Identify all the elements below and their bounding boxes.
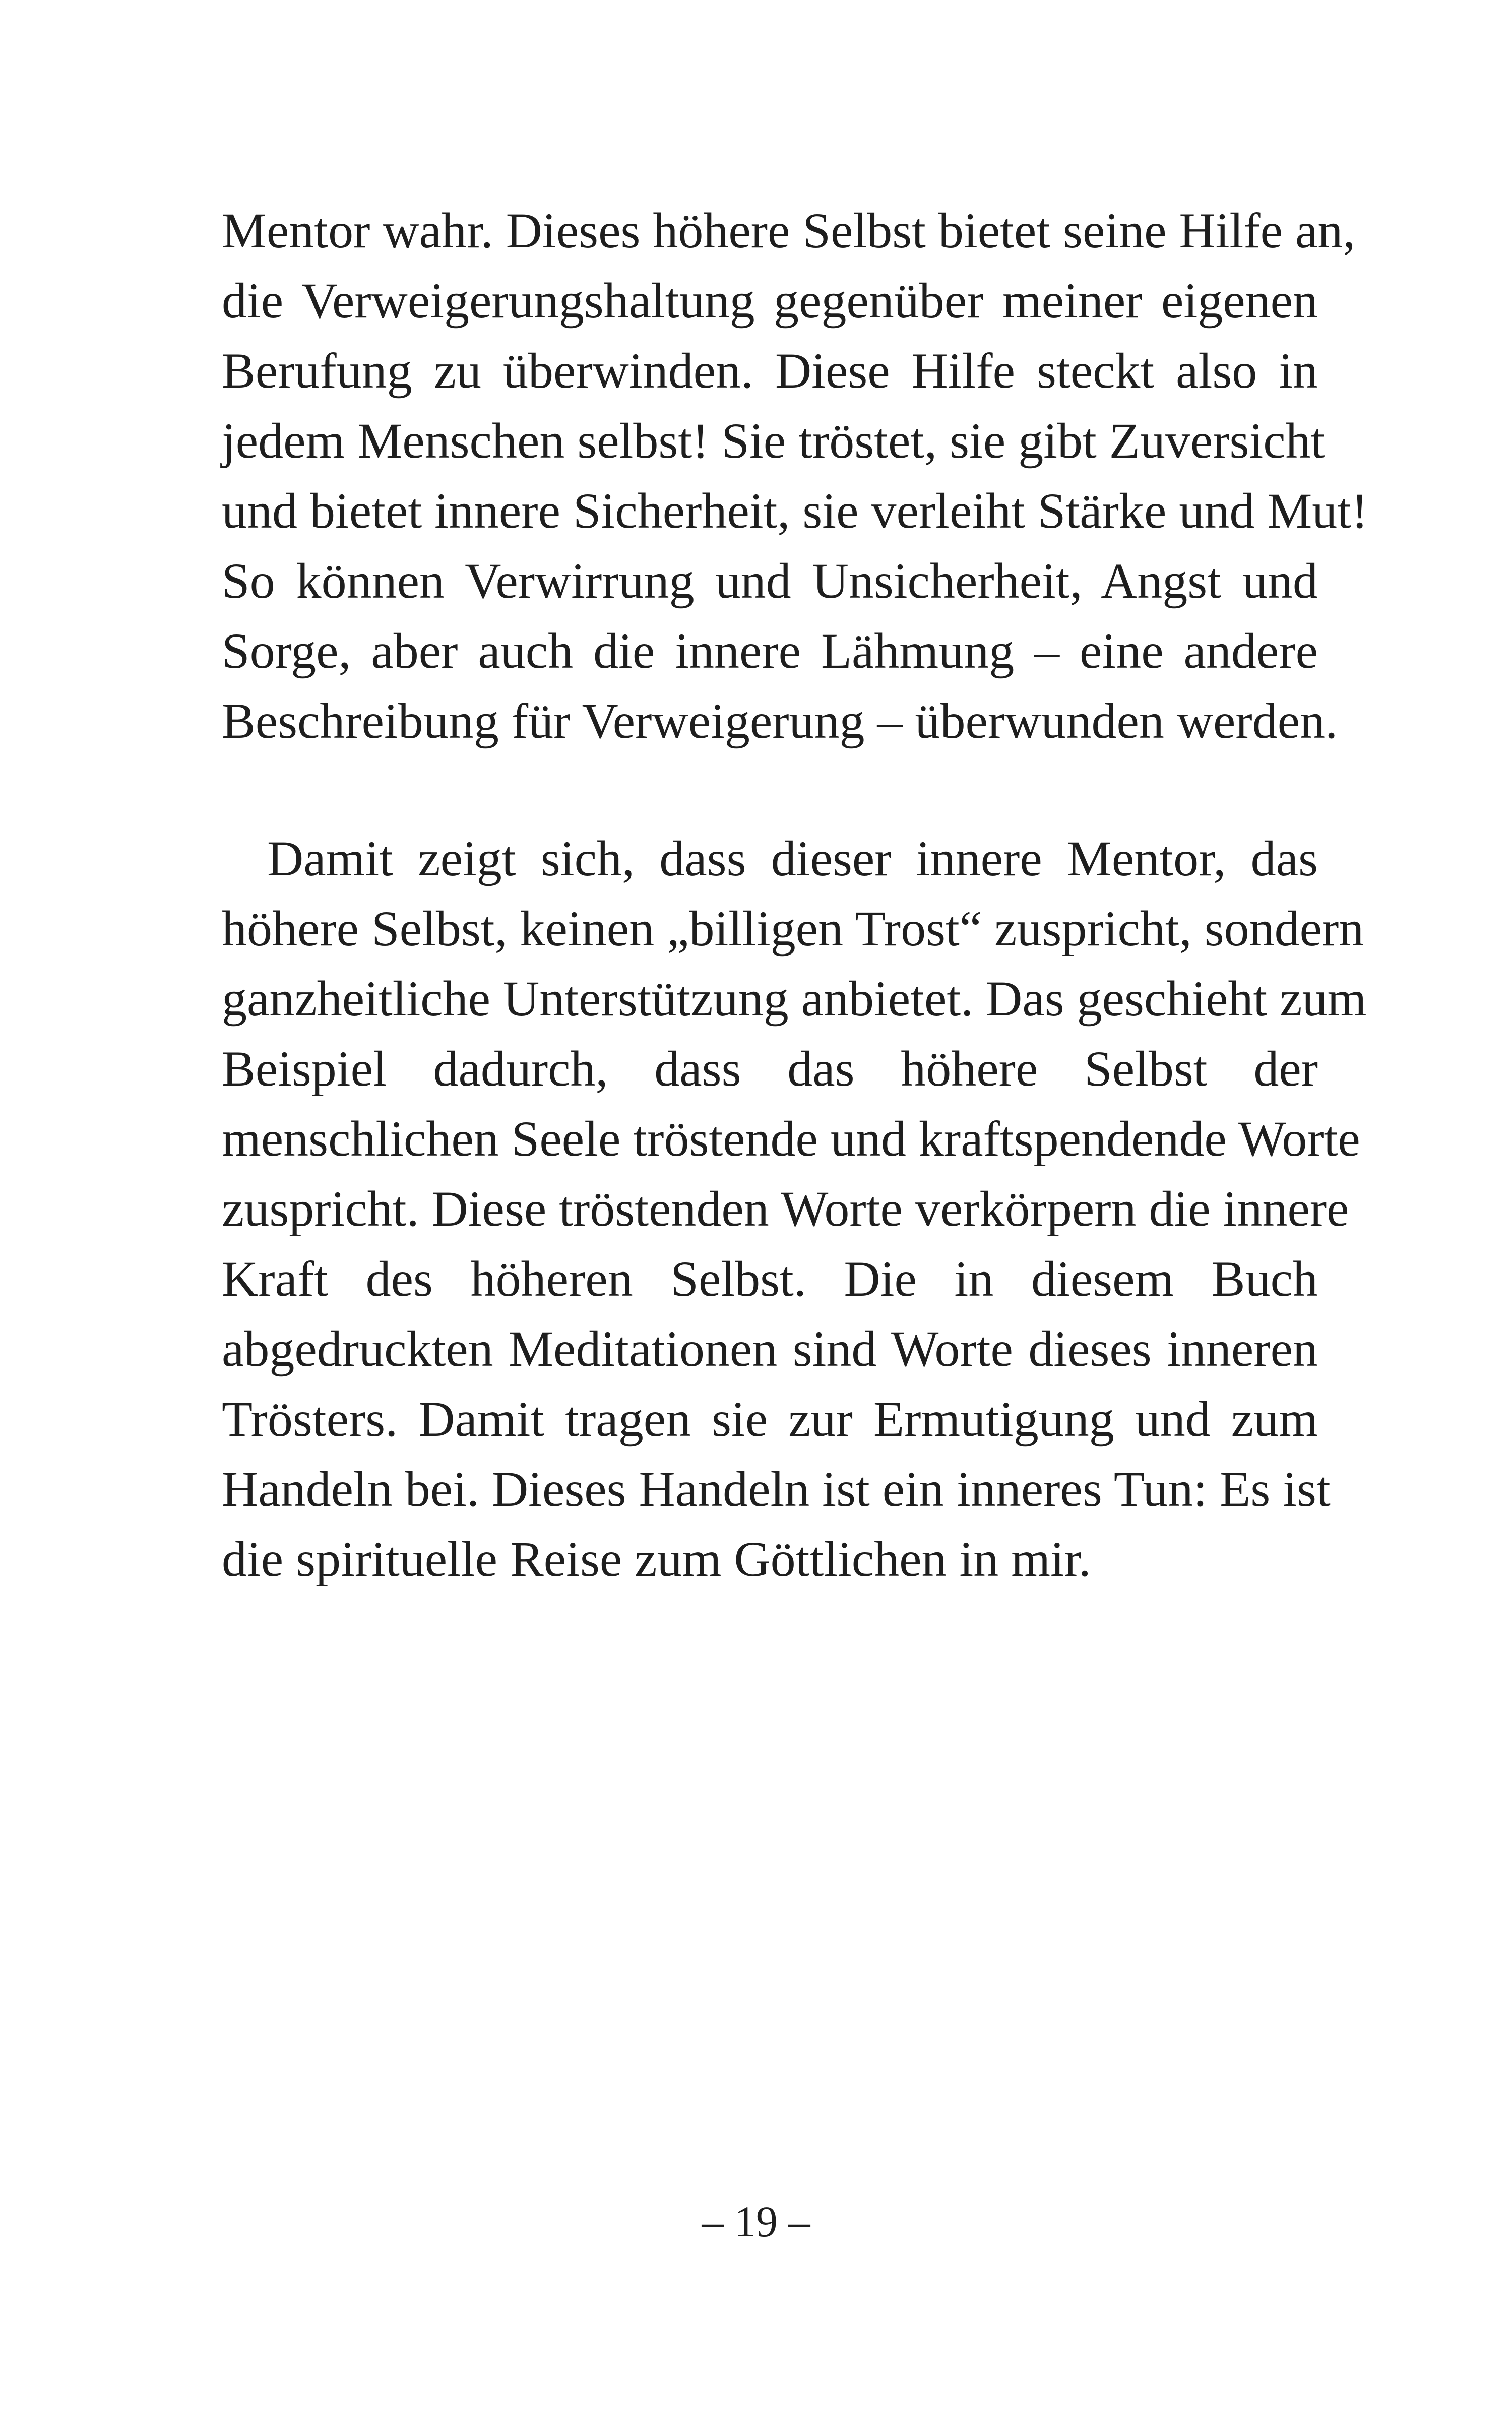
text-line: höhere Selbst, keinen „billigen Trost“ zuspricht, sondern <box>222 901 1364 957</box>
text-line: Trösters. Damit tragen sie zur Ermutigung und zum <box>222 1391 1318 1447</box>
text-line: So können Verwirrung und Unsicherheit, Angst und <box>222 553 1318 609</box>
text-line: Beschreibung für Verweigerung – überwunden werden. <box>222 693 1338 749</box>
text-line: und bietet innere Sicherheit, sie verleiht Stärke und Mut! <box>222 483 1368 539</box>
text-line: ganzheitliche Unterstützung anbietet. Das geschieht zum <box>222 971 1367 1027</box>
text-line: menschlichen Seele tröstende und kraftspendende Worte <box>222 1111 1360 1167</box>
text-line: abgedruckten Meditationen sind Worte dieses inneren <box>222 1321 1318 1377</box>
page-number: – 19 – <box>702 2197 810 2246</box>
text-line: jedem Menschen selbst! Sie tröstet, sie gibt Zuversicht <box>222 413 1325 469</box>
text-line: Handeln bei. Dieses Handeln ist ein inneres Tun: Es ist <box>222 1461 1331 1517</box>
text-line: Sorge, aber auch die innere Lähmung – eine andere <box>222 623 1318 679</box>
text-line: Beispiel dadurch, dass das höhere Selbst der <box>222 1041 1318 1097</box>
text-line: Kraft des höheren Selbst. Die in diesem Buch <box>222 1251 1318 1307</box>
text-line: Damit zeigt sich, dass dieser innere Mentor, das <box>267 831 1318 886</box>
text-line: die Verweigerungshaltung gegenüber meiner eigenen <box>222 273 1318 329</box>
paragraph-1 <box>222 196 1368 756</box>
text-line: Mentor wahr. Dieses höhere Selbst bietet seine Hilfe an, <box>222 203 1356 259</box>
text-line: zuspricht. Diese tröstenden Worte verkörpern die innere <box>222 1181 1349 1237</box>
text-line: Berufung zu überwinden. Diese Hilfe steckt also in <box>222 343 1318 399</box>
paragraph-2 <box>222 823 1367 1594</box>
text-line: die spirituelle Reise zum Göttlichen in mir. <box>222 1531 1091 1587</box>
